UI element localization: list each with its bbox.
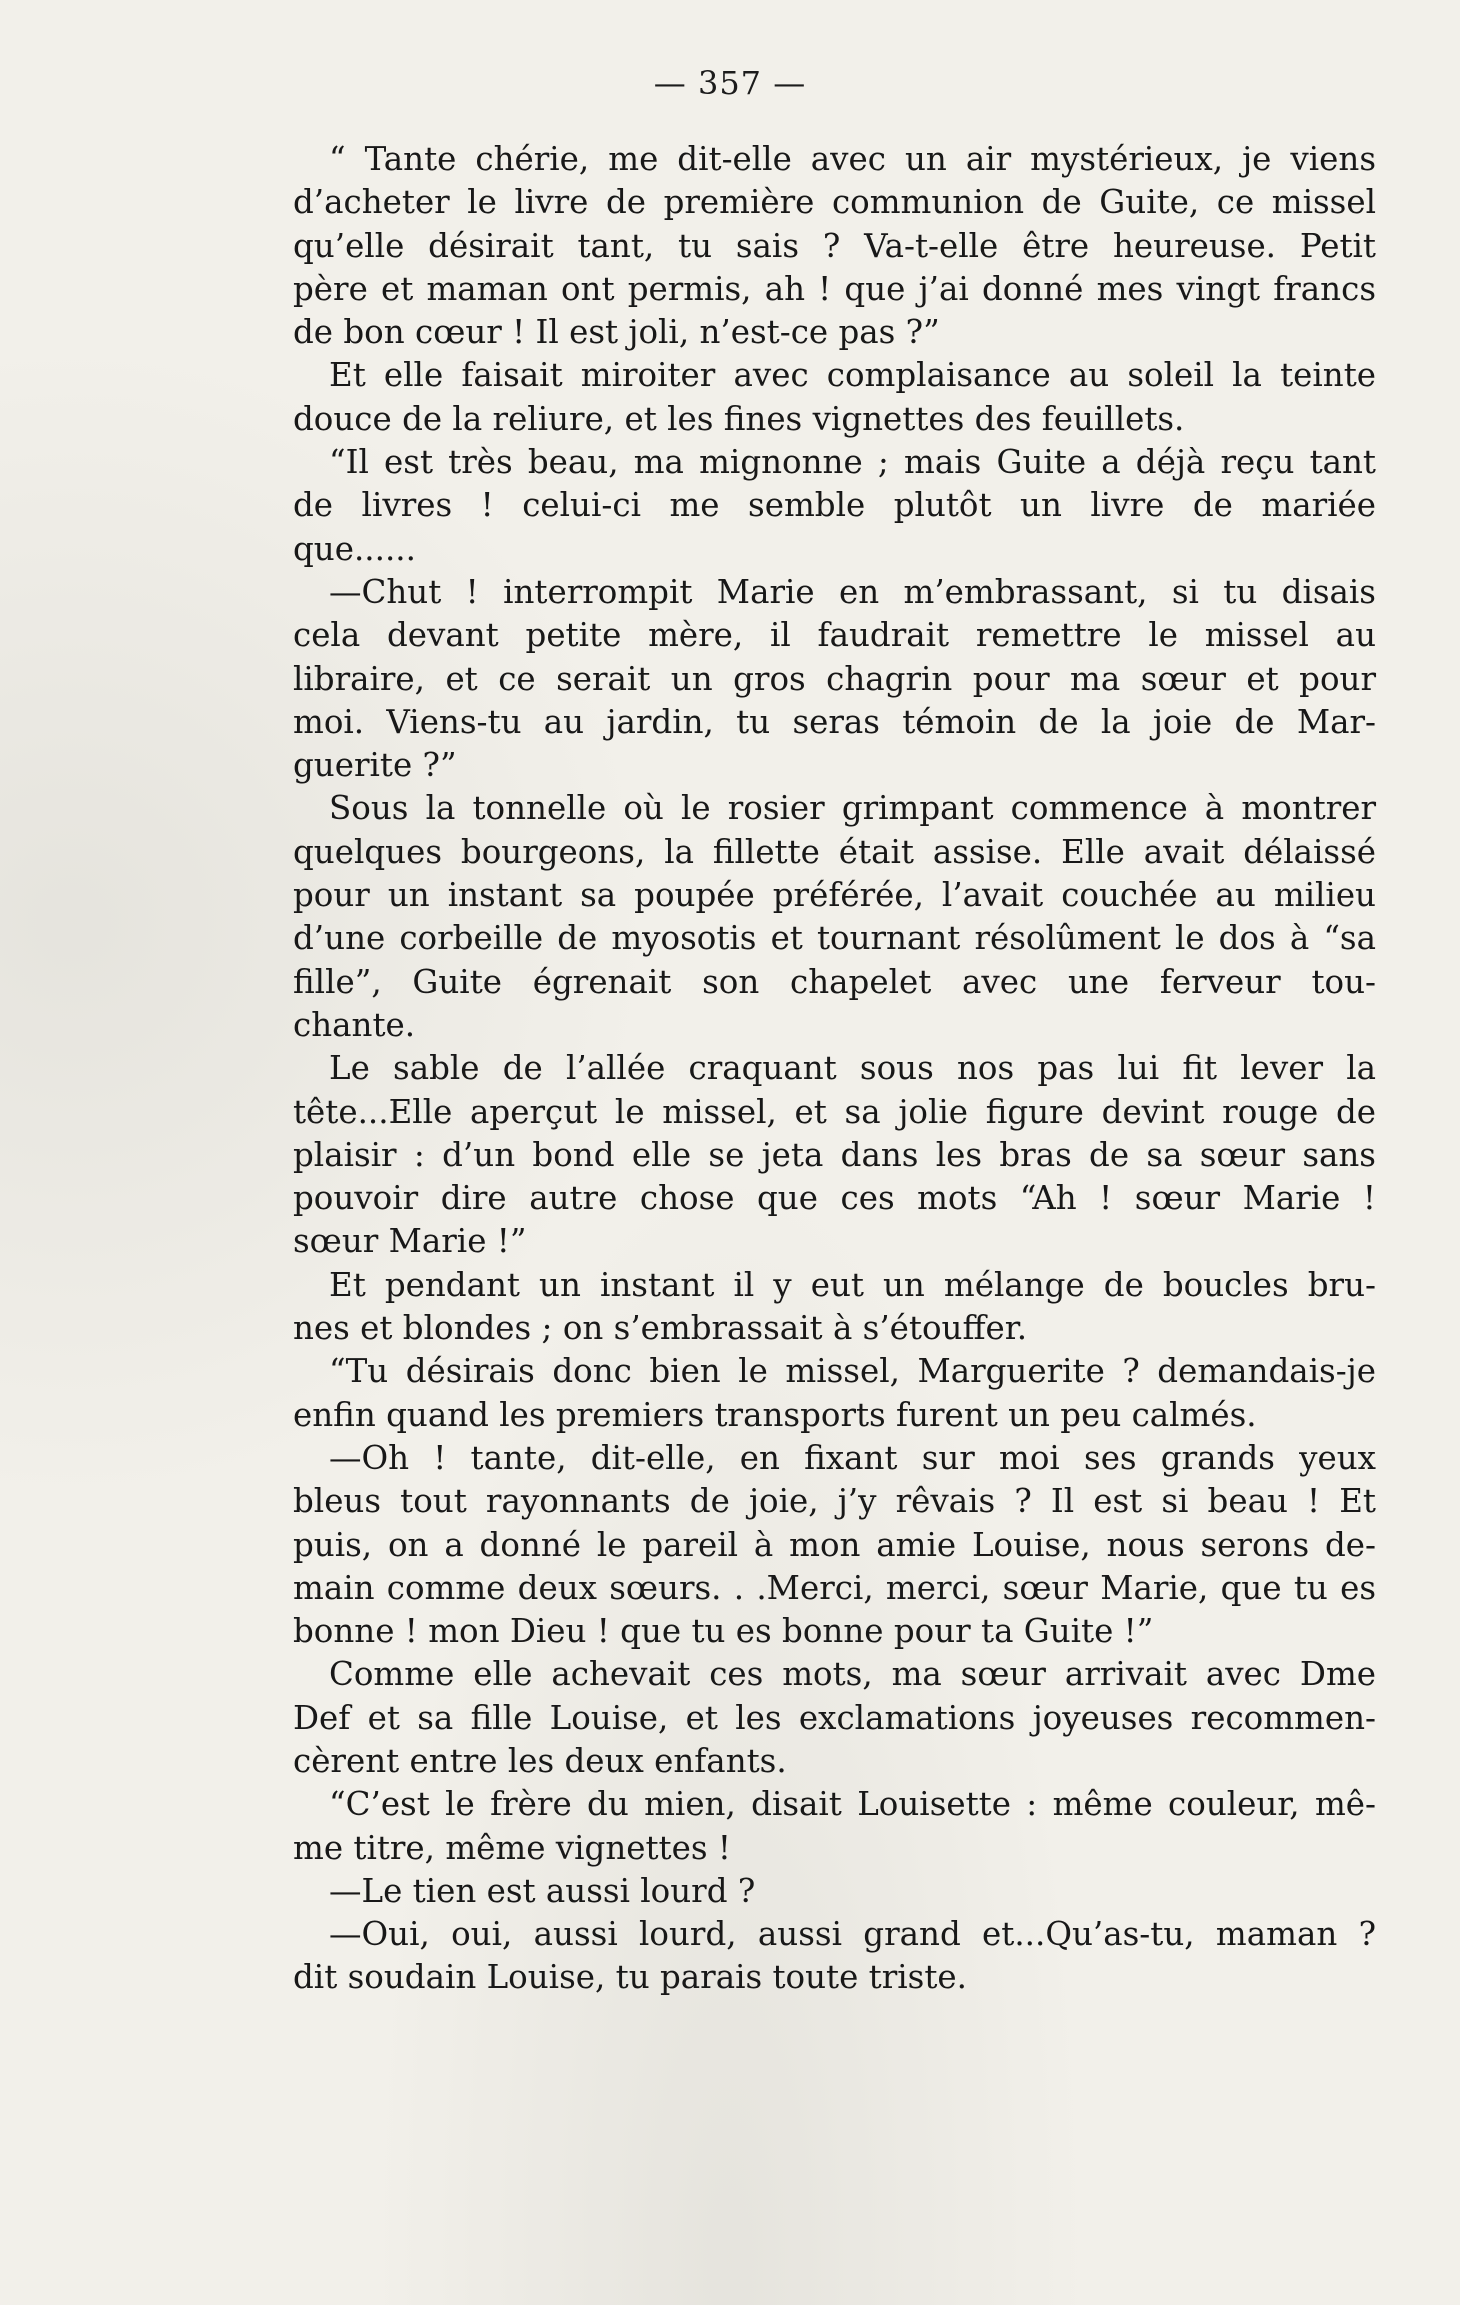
body-text [293, 138, 1376, 2000]
text-line: tête...Elle aperçut le missel, et sa jolie figure devint rouge de [293, 1092, 1376, 1131]
text-line: moi. Viens-tu au jardin, tu seras témoin de la joie de Mar- [293, 702, 1376, 741]
text-line: libraire, et ce serait un gros chagrin pour ma sœur et pour [293, 659, 1376, 698]
text-line: Et pendant un instant il y eut un mélange de boucles bru- [329, 1265, 1376, 1304]
text-line: fille”, Guite égrenait son chapelet avec une ferveur tou- [293, 962, 1376, 1001]
text-line: sœur Marie !” [293, 1222, 527, 1261]
text-line: de bon cœur ! Il est joli, n’est-ce pas ?” [293, 313, 940, 352]
text-line: —Oui, oui, aussi lourd, aussi grand et...Qu’as-tu, maman ? [329, 1915, 1376, 1954]
text-line: douce de la reliure, et les fines vignettes des feuillets. [293, 399, 1185, 438]
text-line: Le sable de l’allée craquant sous nos pas lui fit lever la [329, 1049, 1376, 1088]
text-line: nes et blondes ; on s’embrassait à s’étouffer. [293, 1309, 1028, 1348]
text-line: “Tu désirais donc bien le missel, Marguerite ? demandais-je [329, 1352, 1376, 1391]
text-line: d’acheter le livre de première communion de Guite, ce missel [293, 183, 1376, 222]
text-line: quelques bourgeons, la fillette était assise. Elle avait délaissé [293, 832, 1376, 871]
text-line: —Oh ! tante, dit-elle, en fixant sur moi ses grands yeux [329, 1438, 1376, 1477]
text-line: puis, on a donné le pareil à mon amie Louise, nous serons de- [293, 1525, 1376, 1564]
text-line: “Il est très beau, ma mignonne ; mais Guite a déjà reçu tant [329, 443, 1376, 482]
text-line: bleus tout rayonnants de joie, j’y rêvais ? Il est si beau ! Et [293, 1482, 1376, 1521]
text-line: dit soudain Louise, tu parais toute triste. [293, 1958, 967, 1997]
text-line: enfin quand les premiers transports furent un peu calmés. [293, 1395, 1257, 1434]
page-number: — 357 — [653, 64, 807, 102]
text-line: me titre, même vignettes ! [293, 1828, 731, 1867]
text-line: plaisir : d’un bond elle se jeta dans les bras de sa sœur sans [293, 1135, 1376, 1174]
text-line: que...... [293, 529, 416, 568]
text-line: Comme elle achevait ces mots, ma sœur arrivait avec Dme [329, 1655, 1376, 1694]
text-line: pouvoir dire autre chose que ces mots “Ah ! sœur Marie ! [293, 1179, 1376, 1218]
text-line: main comme deux sœurs. . .Merci, merci, sœur Marie, que tu es [293, 1568, 1376, 1607]
text-line: de livres ! celui-ci me semble plutôt un livre de mariée [293, 486, 1376, 525]
text-line: “ Tante chérie, me dit-elle avec un air mystérieux, je viens [329, 140, 1376, 178]
text-line: bonne ! mon Dieu ! que tu es bonne pour ta Guite !” [293, 1612, 1154, 1651]
text-line: Et elle faisait miroiter avec complaisance au soleil la teinte [329, 356, 1376, 395]
text-line: guerite ?” [293, 746, 457, 785]
text-line: qu’elle désirait tant, tu sais ? Va-t-elle être heureuse. Petit [293, 226, 1376, 265]
text-line: “C’est le frère du mien, disait Louisette : même couleur, mê- [329, 1785, 1376, 1824]
text-line: cela devant petite mère, il faudrait remettre le missel au [293, 616, 1376, 655]
text-line: Def et sa fille Louise, et les exclamations joyeuses recommen- [293, 1698, 1376, 1737]
text-line: —Le tien est aussi lourd ? [329, 1871, 756, 1910]
text-line: cèrent entre les deux enfants. [293, 1741, 787, 1780]
text-line: père et maman ont permis, ah ! que j’ai donné mes vingt francs [293, 269, 1376, 308]
text-line: Sous la tonnelle où le rosier grimpant commence à montrer [329, 789, 1376, 828]
text-line: chante. [293, 1005, 416, 1044]
text-line: d’une corbeille de myosotis et tournant résolûment le dos à “sa [293, 919, 1376, 958]
text-line: pour un instant sa poupée préférée, l’avait couchée au milieu [293, 876, 1376, 915]
text-line: —Chut ! interrompit Marie en m’embrassant, si tu disais [329, 572, 1376, 611]
